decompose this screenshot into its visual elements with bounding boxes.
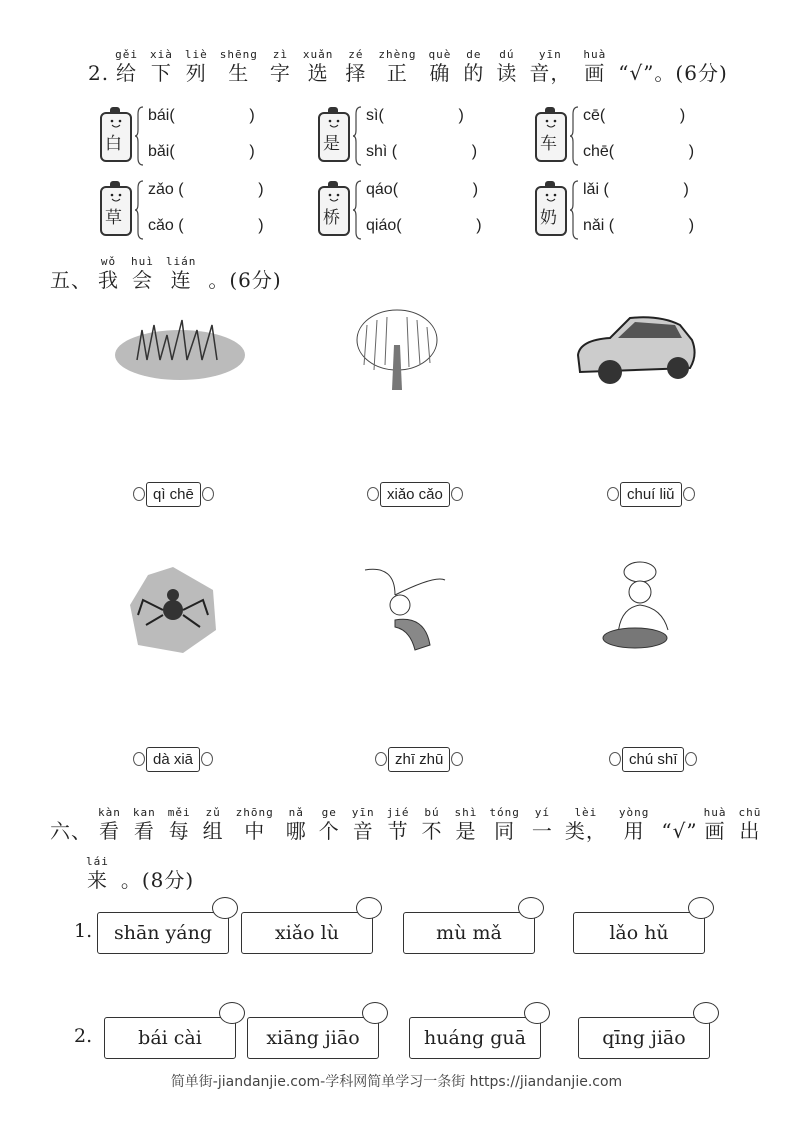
option-text: cē( — [583, 107, 606, 124]
character: 是 — [323, 134, 340, 154]
answer-slot[interactable]: ) — [471, 143, 478, 160]
brace-icon — [134, 180, 144, 240]
q6-number: 六、 — [50, 819, 92, 843]
label-qi-che[interactable]: qì chē — [146, 482, 201, 507]
hanzi: 择 — [345, 61, 367, 85]
hanzi: 用 — [623, 819, 645, 843]
pinyin: huà — [583, 48, 607, 61]
pinyin-char — [463, 48, 484, 85]
reading-choice-group — [535, 107, 735, 172]
smiley-face-icon — [544, 192, 558, 204]
pinyin: bú — [424, 806, 440, 819]
smiley-face-icon — [544, 118, 558, 130]
syllable-text: mù mǎ — [436, 922, 502, 944]
pinyin: shì — [454, 806, 478, 819]
hanzi: 读 — [496, 61, 518, 85]
pinyin-char — [489, 806, 520, 843]
pig-icon — [688, 897, 714, 919]
pinyin-char — [428, 48, 451, 85]
pinyin-char — [133, 806, 156, 843]
row-number: 1. — [74, 920, 93, 942]
syllable-box[interactable] — [403, 912, 535, 954]
syllable-text: lǎo hǔ — [609, 922, 669, 944]
pinyin-char — [115, 48, 138, 85]
option-text: chē( — [583, 143, 615, 160]
pinyin-char — [319, 806, 340, 843]
answer-slot[interactable]: ) — [249, 107, 255, 124]
pinyin: kan — [132, 806, 156, 819]
option-b[interactable] — [366, 216, 482, 236]
option-b[interactable] — [583, 142, 694, 162]
label-da-xia[interactable]: dà xiā — [146, 747, 200, 772]
hanzi: 生 — [228, 61, 250, 85]
q6-title-line2 — [86, 855, 200, 892]
hanzi: 是 — [455, 819, 477, 843]
hanzi: 列 — [185, 61, 207, 85]
hanzi: 来 — [86, 868, 108, 892]
option-a[interactable] — [148, 106, 255, 126]
syllable-box[interactable] — [409, 1017, 541, 1059]
pinyin: yí — [534, 806, 550, 819]
q5-title — [50, 255, 288, 292]
hanzi: 节 — [387, 819, 409, 843]
pig-icon — [362, 1002, 388, 1024]
hanzi: 音， — [529, 61, 572, 85]
q2-tail: “√”。(6分) — [618, 61, 728, 85]
option-a[interactable] — [583, 180, 689, 200]
footer-watermark: 简单街-jiandanjie.com-学科网简单学习一条街 https://jiandanjie.com — [170, 1074, 623, 1090]
hanzi: 的 — [463, 61, 485, 85]
character: 桥 — [323, 208, 340, 228]
pinyin: wǒ — [100, 255, 117, 268]
label-zhi-zhu[interactable]: zhī zhū — [388, 747, 450, 772]
brace-icon — [134, 106, 144, 166]
pinyin: nǎ — [288, 806, 304, 819]
pinyin-char — [565, 806, 607, 843]
pinyin: yòng — [618, 806, 650, 819]
option-text: lǎi ( — [583, 181, 609, 198]
pinyin: huà — [703, 806, 727, 819]
syllable-text: xiāng jiāo — [266, 1027, 360, 1049]
hanzi: 出 — [739, 819, 761, 843]
syllable-box[interactable] — [241, 912, 373, 954]
option-a[interactable] — [366, 180, 478, 200]
pinyin-char — [166, 255, 197, 292]
pinyin-char — [532, 806, 553, 843]
hanzi: 确 — [429, 61, 451, 85]
answer-slot[interactable]: ) — [258, 181, 264, 198]
pinyin-char — [86, 855, 109, 892]
smiley-face-icon — [327, 192, 341, 204]
pinyin-char — [203, 806, 224, 843]
syllable-box[interactable] — [104, 1017, 236, 1059]
pinyin: lèi — [574, 806, 598, 819]
q2-number: 2. — [88, 61, 110, 85]
q5-tail: 。(6分) — [208, 268, 282, 292]
option-a[interactable] — [148, 180, 264, 200]
hanzi: 看 — [133, 819, 155, 843]
pinyin: zé — [348, 48, 364, 61]
character-jar-icon — [318, 112, 350, 162]
label-chui-liu[interactable]: chuí liǔ — [620, 482, 682, 507]
answer-slot[interactable]: ) — [472, 181, 479, 198]
brace-icon — [569, 106, 579, 166]
pinyin: zì — [272, 48, 288, 61]
pinyin: zhōng — [235, 806, 274, 819]
pinyin-char — [619, 806, 650, 843]
pig-icon — [524, 1002, 550, 1024]
pinyin: xuǎn — [302, 48, 334, 61]
syllable-text: qīng jiāo — [602, 1027, 686, 1049]
pig-icon — [212, 897, 238, 919]
syllable-text: bái cài — [138, 1027, 202, 1049]
spider-image[interactable] — [128, 565, 218, 655]
pinyin-char — [378, 48, 416, 85]
character-jar-icon — [318, 186, 350, 236]
q6-tail: 。(8分) — [120, 868, 195, 892]
pinyin-char — [583, 48, 606, 85]
pig-icon — [518, 897, 544, 919]
pinyin: liè — [184, 48, 208, 61]
pinyin: xià — [149, 48, 173, 61]
hanzi: 连 — [170, 268, 192, 292]
option-text: cǎo ( — [148, 217, 184, 234]
pinyin: jié — [386, 806, 410, 819]
row-number: 2. — [74, 1025, 93, 1047]
pinyin-char — [455, 806, 478, 843]
hanzi: 一 — [531, 819, 553, 843]
character-jar-icon — [100, 112, 132, 162]
character-jar-icon — [535, 112, 567, 162]
pinyin-char — [98, 255, 119, 292]
pinyin: huì — [131, 255, 154, 268]
reading-choice-group — [318, 181, 518, 246]
option-text: nǎi ( — [583, 217, 615, 234]
reading-choice-group — [318, 107, 518, 172]
option-b[interactable] — [148, 216, 264, 236]
brace-icon — [352, 106, 362, 166]
character: 车 — [540, 134, 557, 154]
pinyin-char — [185, 48, 208, 85]
pinyin-char — [220, 48, 258, 85]
pinyin-char — [236, 806, 274, 843]
character-jar-icon — [100, 186, 132, 236]
hanzi: 类， — [564, 819, 607, 843]
hanzi: 画 — [704, 819, 726, 843]
pinyin: zhèng — [378, 48, 417, 61]
pinyin: lái — [86, 855, 109, 868]
pinyin-char — [270, 48, 291, 85]
car-image[interactable] — [570, 310, 700, 390]
pinyin-char — [704, 806, 727, 843]
pinyin-char — [303, 48, 334, 85]
option-b[interactable] — [148, 142, 255, 162]
pinyin-char — [387, 806, 410, 843]
brace-icon — [352, 180, 362, 240]
willow-tree-image[interactable] — [352, 305, 442, 395]
pinyin-char — [738, 806, 761, 843]
answer-slot[interactable]: ) — [688, 217, 695, 234]
pinyin-char — [150, 48, 173, 85]
q2-title — [88, 48, 734, 85]
option-b[interactable] — [366, 142, 477, 162]
hanzi: 每 — [168, 819, 190, 843]
pinyin: què — [428, 48, 452, 61]
pig-icon — [693, 1002, 719, 1024]
pinyin: yīn — [351, 806, 375, 819]
pinyin: ge — [321, 806, 337, 819]
pinyin-char — [352, 806, 375, 843]
chef-image[interactable] — [590, 560, 690, 660]
option-a[interactable] — [366, 106, 464, 126]
pig-icon — [219, 1002, 245, 1024]
pinyin: zǔ — [205, 806, 221, 819]
character: 奶 — [540, 208, 557, 228]
option-text: bǎi( — [148, 143, 175, 160]
pinyin-char — [131, 255, 154, 292]
smiley-face-icon — [109, 118, 123, 130]
shrimp-image[interactable] — [355, 565, 450, 655]
pinyin-char — [345, 48, 366, 85]
pinyin-char — [168, 806, 191, 843]
hanzi: 我 — [98, 268, 119, 292]
syllable-box[interactable] — [573, 912, 705, 954]
pinyin: lián — [165, 255, 197, 268]
hanzi: 给 — [116, 61, 138, 85]
syllable-text: xiǎo lù — [275, 922, 339, 944]
reading-choice-group — [100, 181, 300, 246]
option-a[interactable] — [583, 106, 685, 126]
answer-slot[interactable]: ) — [688, 143, 695, 160]
hanzi: 组 — [202, 819, 224, 843]
hanzi: 音 — [352, 819, 374, 843]
pinyin-char — [529, 48, 571, 85]
character: 白 — [105, 134, 122, 154]
answer-slot[interactable]: ) — [683, 181, 689, 198]
hanzi: 同 — [494, 819, 516, 843]
hanzi: 选 — [307, 61, 329, 85]
answer-slot[interactable]: ) — [476, 217, 482, 234]
answer-slot[interactable]: ) — [258, 217, 264, 234]
pinyin-char — [422, 806, 443, 843]
smiley-face-icon — [327, 118, 341, 130]
pinyin-char — [98, 806, 121, 843]
q6-quote: “√” — [661, 819, 698, 843]
grass-image[interactable] — [112, 310, 247, 385]
option-text: qáo( — [366, 181, 399, 198]
option-b[interactable] — [583, 216, 694, 236]
syllable-box[interactable] — [578, 1017, 710, 1059]
hanzi: 个 — [318, 819, 340, 843]
q6-title — [50, 806, 773, 843]
hanzi: 看 — [98, 819, 120, 843]
character-jar-icon — [535, 186, 567, 236]
syllable-box[interactable] — [97, 912, 229, 954]
pinyin-char — [496, 48, 517, 85]
hanzi: 会 — [131, 268, 153, 292]
syllable-text: shān yáng — [113, 922, 213, 944]
hanzi: 字 — [269, 61, 291, 85]
q5-number: 五、 — [50, 268, 92, 292]
pinyin: dú — [499, 48, 515, 61]
pinyin: kàn — [98, 806, 121, 819]
hanzi: 哪 — [285, 819, 307, 843]
pinyin: gěi — [115, 48, 138, 61]
label-xiao-cao[interactable]: xiǎo cǎo — [380, 482, 450, 507]
answer-slot[interactable]: ) — [458, 107, 464, 124]
hanzi: 中 — [244, 819, 266, 843]
hanzi: 正 — [386, 61, 408, 85]
answer-slot[interactable]: ) — [249, 143, 255, 160]
pinyin-char — [286, 806, 307, 843]
pinyin: de — [466, 48, 482, 61]
brace-icon — [569, 180, 579, 240]
character: 草 — [105, 208, 122, 228]
reading-choice-group — [535, 181, 735, 246]
option-text: sì( — [366, 107, 384, 124]
label-chu-shi[interactable]: chú shī — [622, 747, 684, 772]
pig-icon — [356, 897, 382, 919]
syllable-box[interactable] — [247, 1017, 379, 1059]
smiley-face-icon — [109, 192, 123, 204]
pinyin: yīn — [538, 48, 562, 61]
pinyin: měi — [167, 806, 191, 819]
option-text: shì ( — [366, 143, 398, 160]
option-text: zǎo ( — [148, 181, 184, 198]
pinyin: chū — [738, 806, 762, 819]
syllable-text: huáng guā — [424, 1027, 526, 1049]
option-text: qiáo( — [366, 217, 402, 234]
hanzi: 下 — [150, 61, 172, 85]
pinyin: shēng — [219, 48, 258, 61]
hanzi: 画 — [584, 61, 606, 85]
answer-slot[interactable]: ) — [679, 107, 686, 124]
reading-choice-group — [100, 107, 300, 172]
option-text: bái( — [148, 107, 175, 124]
hanzi: 不 — [421, 819, 443, 843]
pinyin: tóng — [489, 806, 520, 819]
